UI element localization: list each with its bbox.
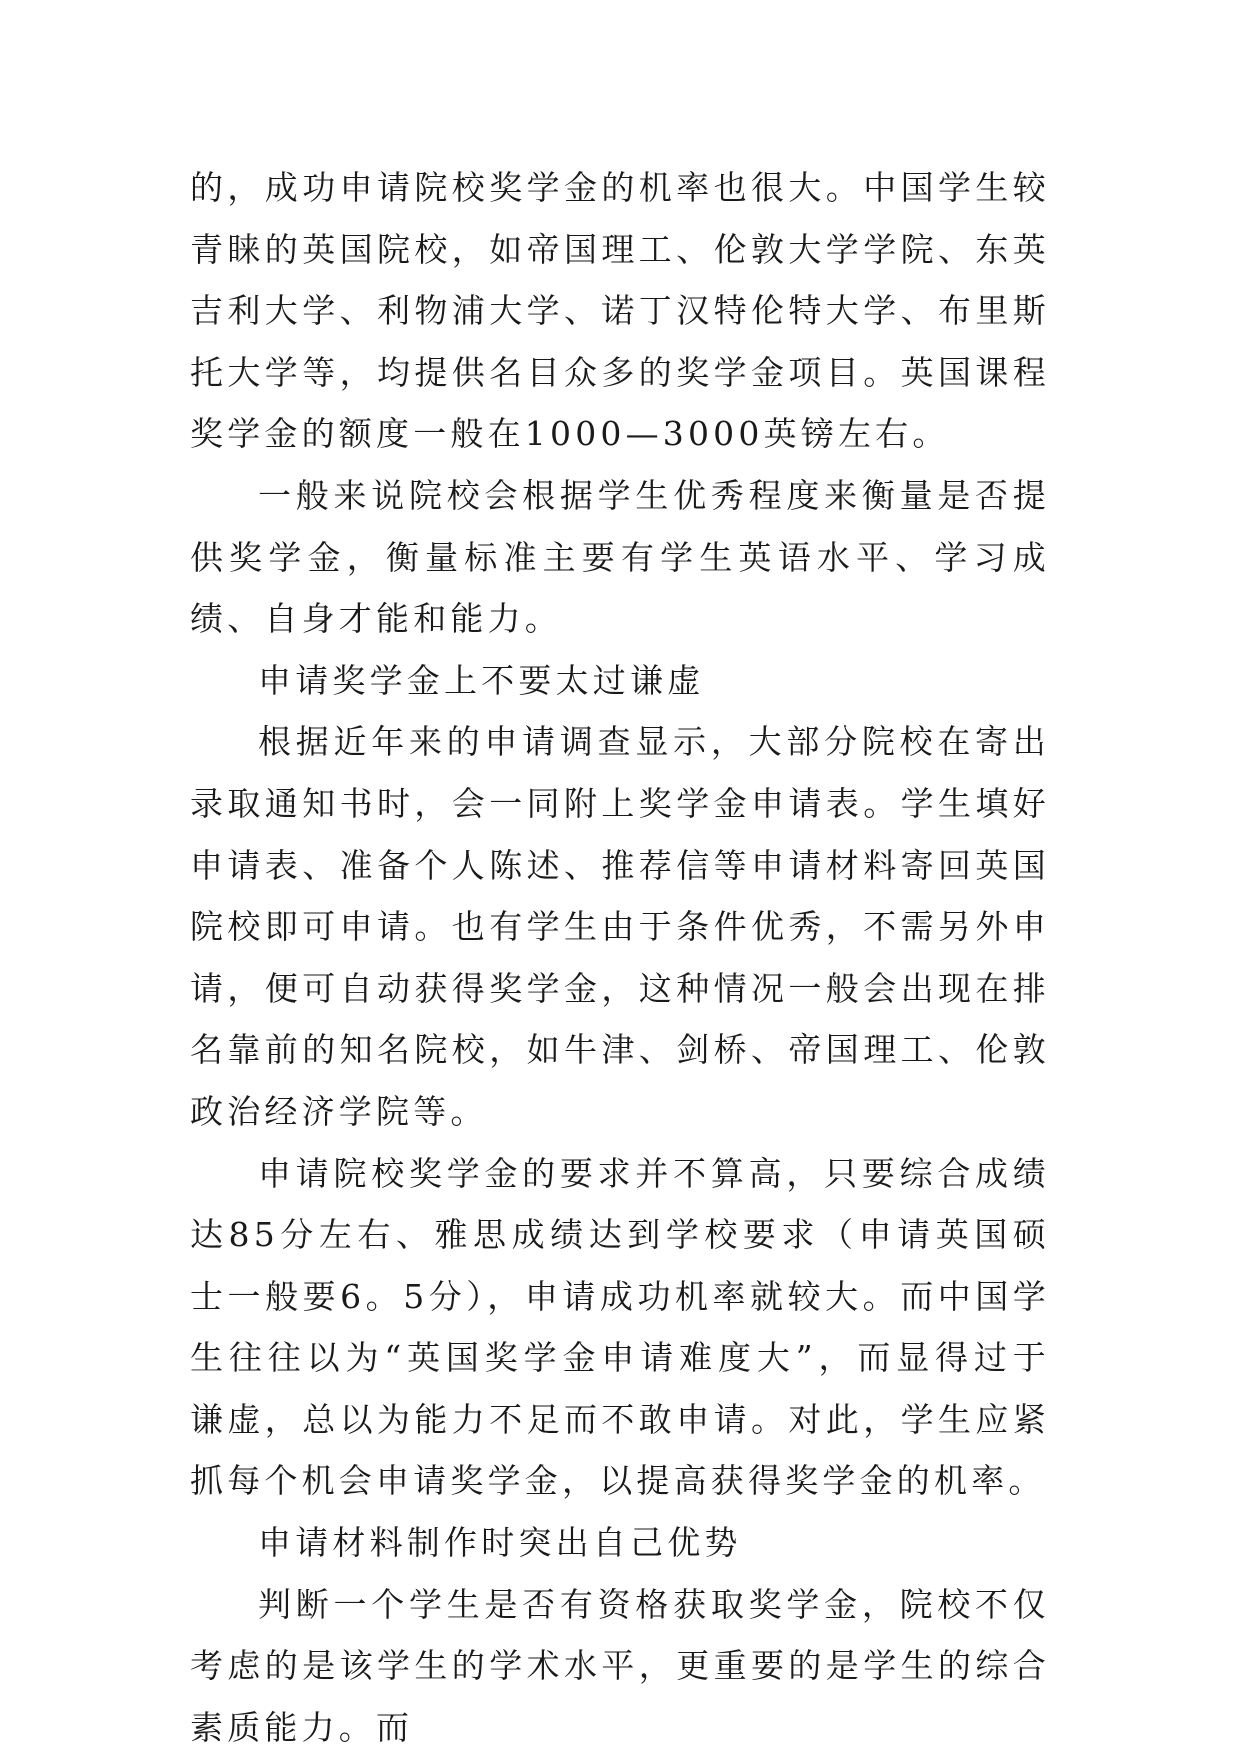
paragraph-continuation: 的，成功申请院校奖学金的机率也很大。中国学生较青睐的英国院校，如帝国理工、伦敦大学学院、东英吉利大学、利物浦大学、诺丁汉特伦特大学、布里斯托大学等，均提供名目众多的奖学金项目。英国课程奖学金的额度一般在1000—3000英镑左右。 xyxy=(190,168,1050,454)
paragraph-requirements: 申请院校奖学金的要求并不算高，只要综合成绩达85分左右、雅思成绩达到学校要求（申请英国硕士一般要6。5分），申请成功机率就较大。而中国学生往往以为“英国奖学金申请难度大”，而显得过于谦虚，总以为能力不足而不敢申请。对此，学生应紧抓每个机会申请奖学金，以提高获得奖学金的机率。 xyxy=(190,1153,1050,1501)
section-heading-strengths: 申请材料制作时突出自己优势 xyxy=(258,1523,742,1563)
paragraph-qualification: 判断一个学生是否有资格获取奖学金，院校不仅考虑的是该学生的学术水平，更重要的是学生的综合素质能力。而 xyxy=(190,1584,1050,1747)
document-body xyxy=(190,157,1050,1758)
paragraph-criteria: 一般来说院校会根据学生优秀程度来衡量是否提供奖学金，衡量标准主要有学生英语水平、学习成绩、自身才能和能力。 xyxy=(190,475,1050,639)
paragraph-application-survey: 根据近年来的申请调查显示，大部分院校在寄出录取通知书时，会一同附上奖学金申请表。学生填好申请表、准备个人陈述、推荐信等申请材料寄回英国院校即可申请。也有学生由于条件优秀，不需另外申请，便可自动获得奖学金，这种情况一般会出现在排名靠前的知名院校，如牛津、剑桥、帝国理工、伦敦政治经济学院等。 xyxy=(190,722,1050,1131)
section-heading-humility: 申请奖学金上不要太过谦虚 xyxy=(258,660,705,700)
